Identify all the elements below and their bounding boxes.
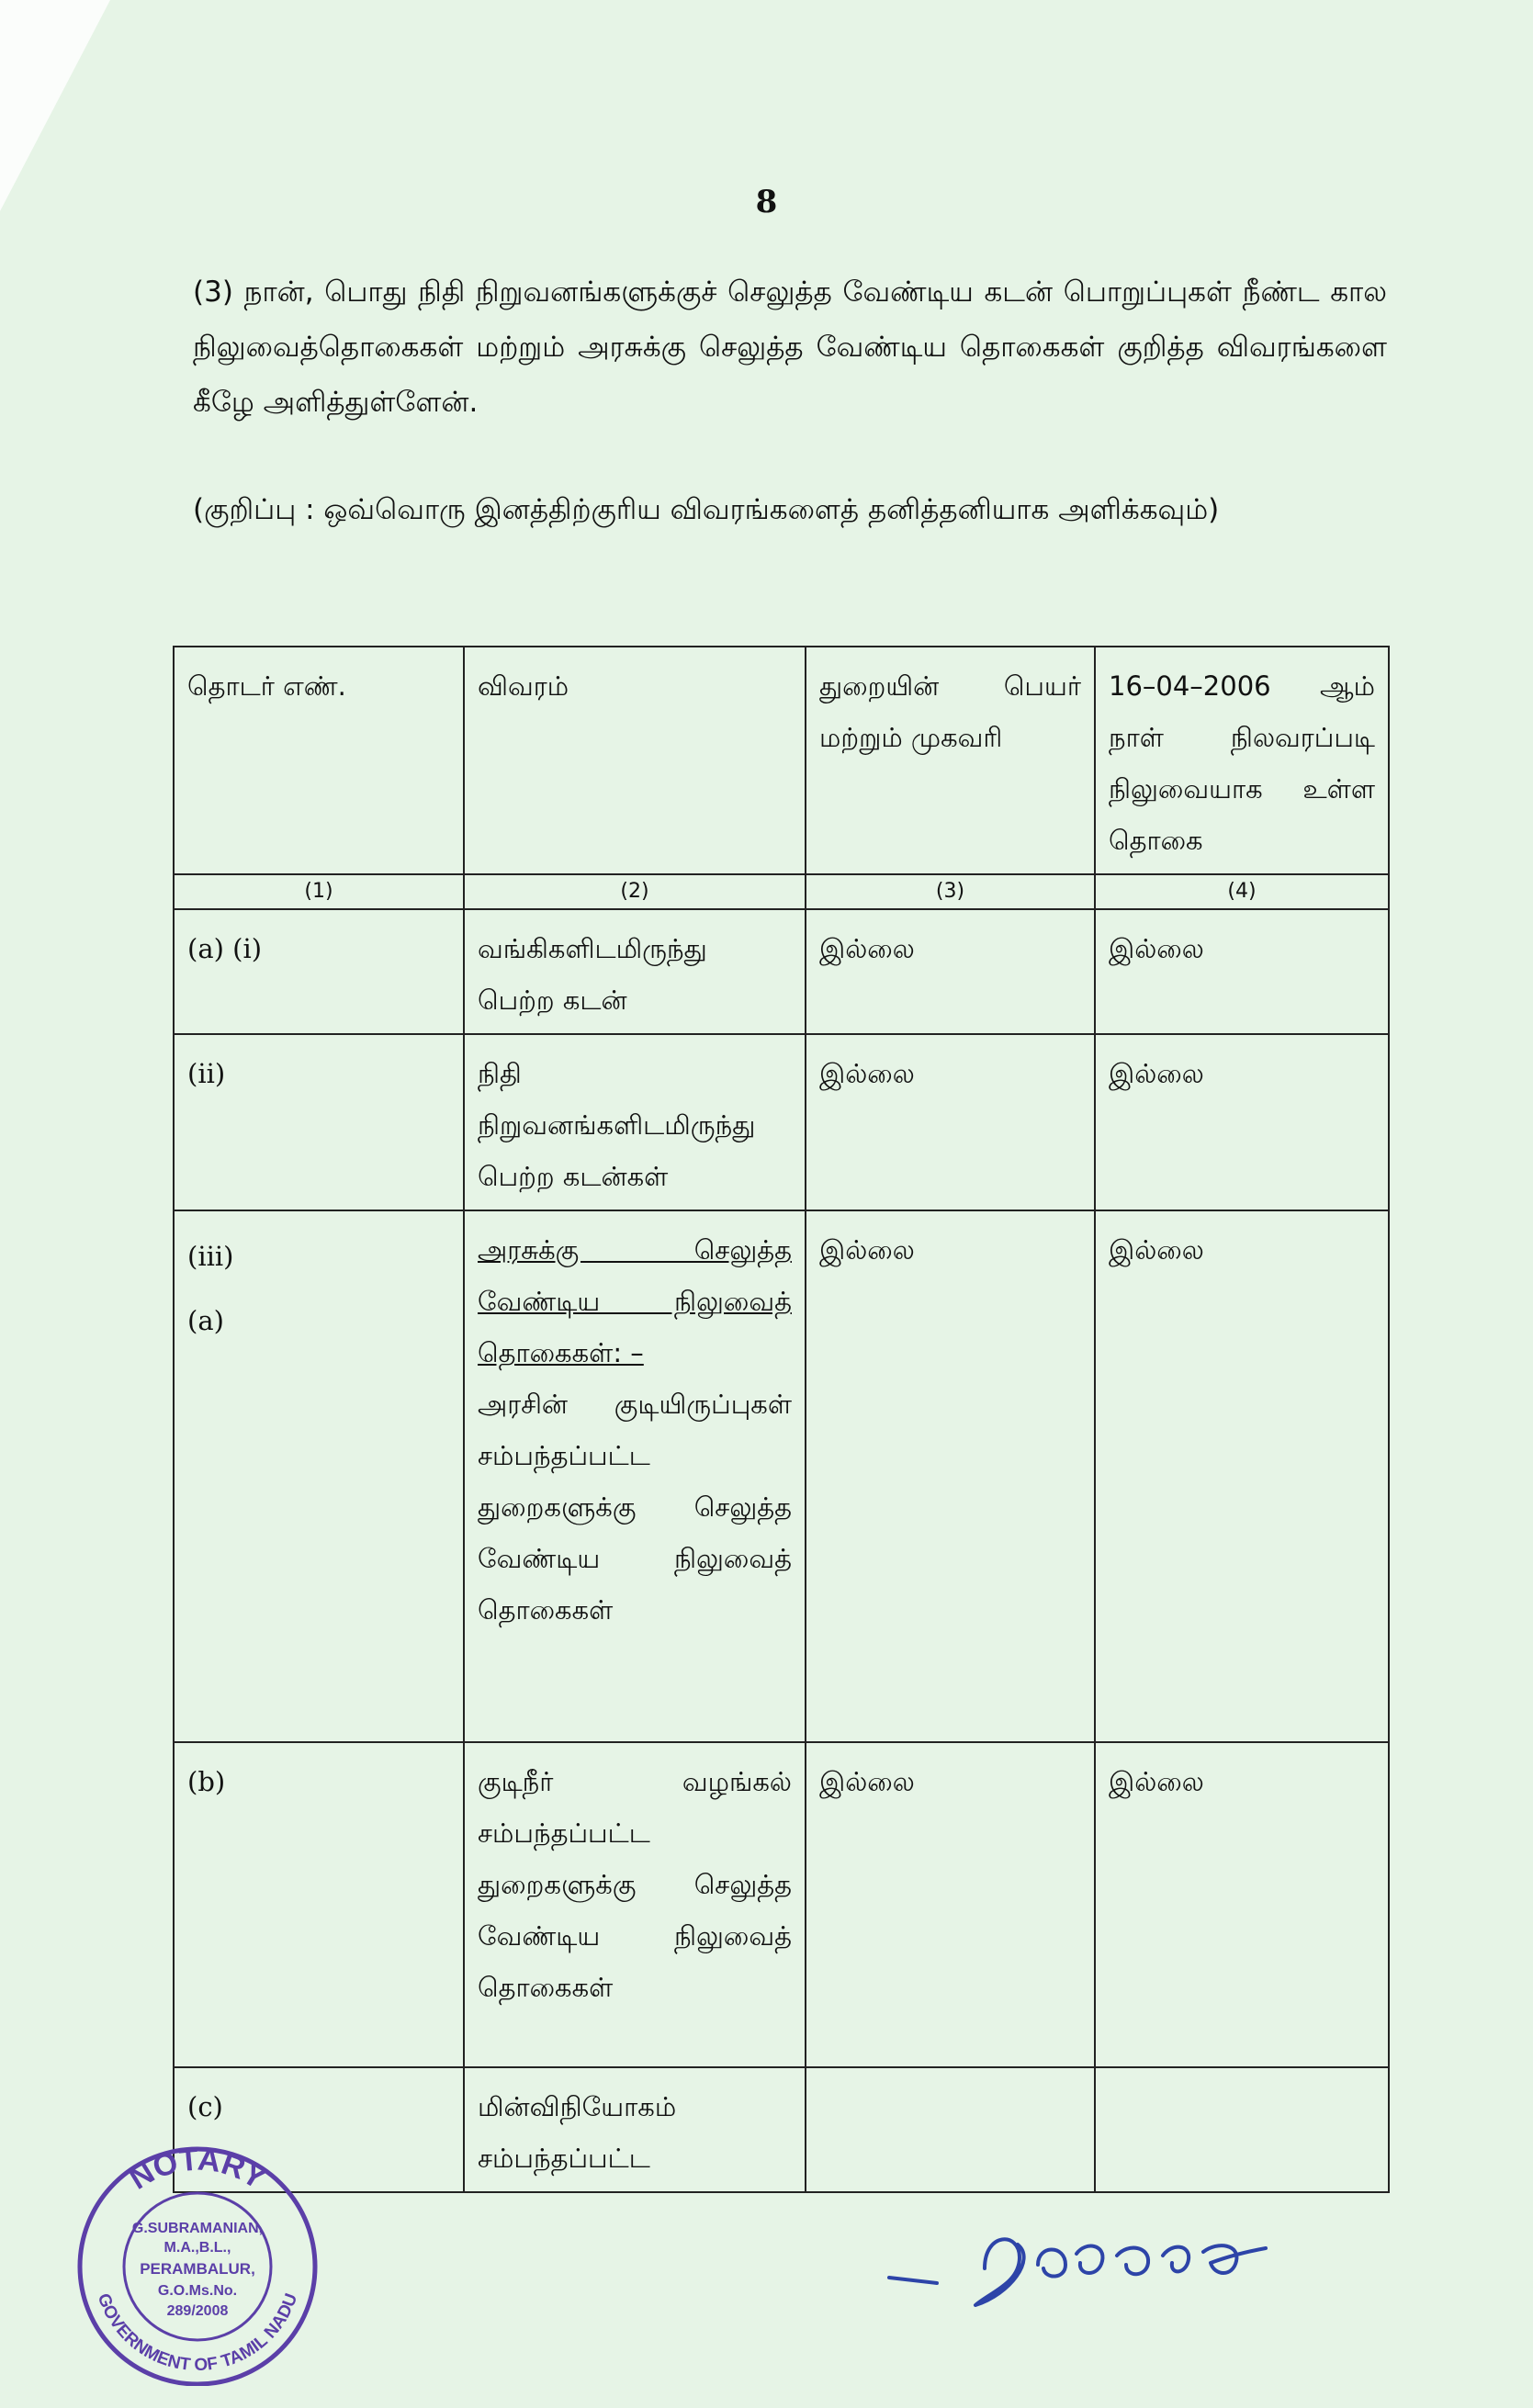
- header-outstanding-amount: 16–04–2006 ஆம் நாள் நிலவரப்படி நிலுவையாக உள்ள தொகை: [1095, 647, 1389, 874]
- table-row: [174, 1210, 1389, 1742]
- row-department: இல்லை: [806, 909, 1095, 1034]
- column-number-row: [174, 874, 1389, 909]
- row-amount: இல்லை: [1095, 1742, 1389, 2067]
- stamp-degree: M.A.,B.L.,: [163, 2240, 231, 2256]
- row-department: இல்லை: [806, 1742, 1095, 2067]
- row-serial: (a) (i): [174, 909, 464, 1034]
- row-serial: (ii): [174, 1034, 464, 1210]
- row-department: இல்லை: [806, 1210, 1095, 1742]
- header-department: துறையின் பெயர் மற்றும் முகவரி: [806, 647, 1095, 874]
- row-serial-sub: (a): [187, 1305, 224, 1336]
- table-row: [174, 1034, 1389, 1210]
- table-row: [174, 909, 1389, 1034]
- row-detail-body: அரசின் குடியிருப்புகள் சம்பந்தப்பட்ட துறைகளுக்கு செலுத்த வேண்டிய நிலுவைத் தொகைகள்: [478, 1389, 792, 1626]
- row-detail: மின்விநியோகம் சம்பந்தப்பட்ட: [464, 2067, 806, 2192]
- page-number: 8: [755, 184, 778, 220]
- column-number-3: (3): [806, 874, 1095, 909]
- stamp-order-number: 289/2008: [166, 2303, 229, 2319]
- column-number-2: (2): [464, 874, 806, 909]
- intro-paragraph: (3) நான், பொது நிதி நிறுவனங்களுக்குச் செலுத்த வேண்டிய கடன் பொறுப்புகள் நீண்ட கால நிலுவைத்தொகைகள் மற்றும் அரசுக்கு செலுத்த வேண்டிய தொகைகள் குறித்த விவரங்களை கீழே அளித்துள்ளேன்.: [193, 276, 1387, 419]
- row-department: இல்லை: [806, 1034, 1095, 1210]
- stamp-name: G.SUBRAMANIAN,: [131, 2221, 264, 2236]
- row-serial-main: (iii): [187, 1241, 234, 1272]
- column-number-1: (1): [174, 874, 464, 909]
- stamp-top-text: NOTARY: [123, 2142, 273, 2197]
- stamp-bottom-text: GOVERNMENT OF TAMIL NADU: [93, 2290, 302, 2376]
- note-paragraph: (குறிப்பு : ஒவ்வொரு இனத்திற்குரிய விவரங்களைத் தனித்தனியாக அளிக்கவும்): [193, 493, 1220, 526]
- table-row: [174, 1742, 1389, 2067]
- row-serial: (b): [174, 1742, 464, 2067]
- row-detail: வங்கிகளிடமிருந்து பெற்ற கடன்: [464, 909, 806, 1034]
- row-amount: இல்லை: [1095, 1034, 1389, 1210]
- signature: [882, 2204, 1286, 2314]
- table-row: [174, 2067, 1389, 2192]
- row-detail: [464, 1210, 806, 1742]
- row-amount: இல்லை: [1095, 1210, 1389, 1742]
- page-fold-corner: [0, 0, 110, 211]
- header-details: விவரம்: [464, 647, 806, 874]
- stamp-place: PERAMBALUR,: [140, 2260, 255, 2278]
- row-detail: குடிநீர் வழங்கல் சம்பந்தப்பட்ட துறைகளுக்கு செலுத்த வேண்டிய நிலுவைத் தொகைகள்: [464, 1742, 806, 2067]
- liabilities-table: [173, 646, 1390, 2193]
- header-serial-number: தொடர் எண்.: [174, 647, 464, 874]
- notary-stamp: [73, 2138, 321, 2386]
- row-serial: [174, 1210, 464, 1742]
- row-detail: நிதி நிறுவனங்களிடமிருந்து பெற்ற கடன்கள்: [464, 1034, 806, 1210]
- table-header-row: [174, 647, 1389, 874]
- row-department: [806, 2067, 1095, 2192]
- row-amount: [1095, 2067, 1389, 2192]
- column-number-4: (4): [1095, 874, 1389, 909]
- row-detail-heading: அரசுக்கு செலுத்த வேண்டிய நிலுவைத் தொகைகள்: –: [478, 1234, 792, 1368]
- stamp-order: G.O.Ms.No.: [157, 2283, 238, 2299]
- row-amount: இல்லை: [1095, 909, 1389, 1034]
- row-serial: (c): [174, 2067, 464, 2192]
